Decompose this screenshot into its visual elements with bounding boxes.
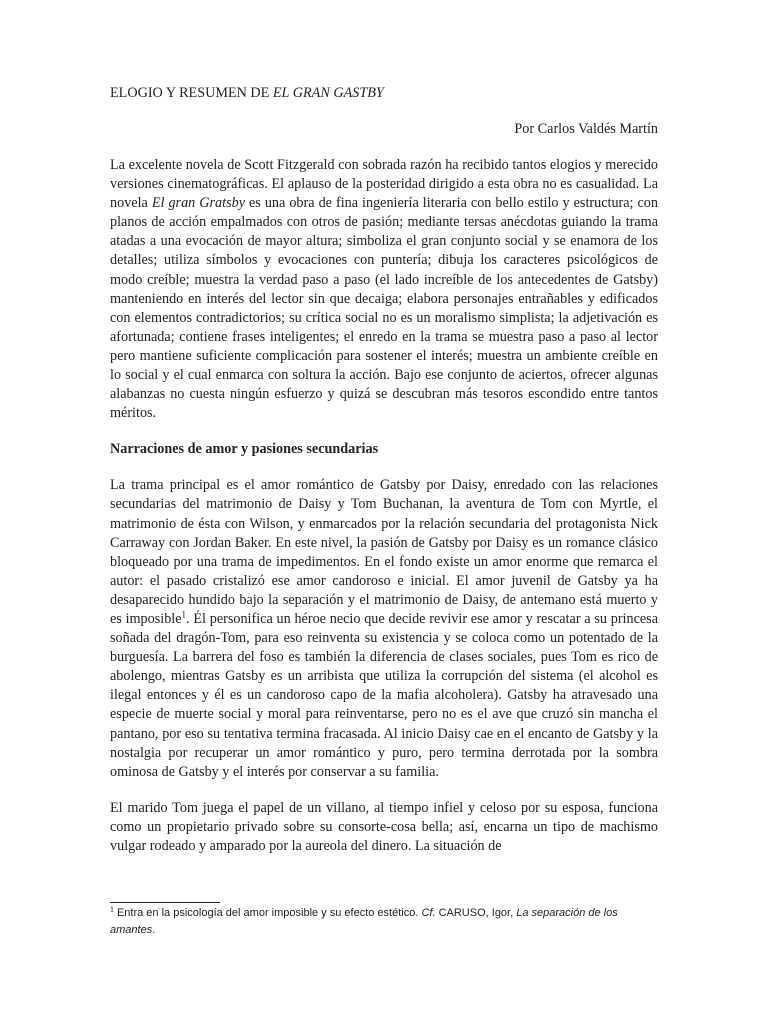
document-title <box>110 84 658 103</box>
footnote-text-c: . <box>152 924 156 936</box>
footnote <box>110 905 658 939</box>
paragraph-2-text-b: . Él personifica un héroe necio que decide revivir ese amor y rescatar a su princesa soñada del dragón-Tom, para eso reinventa su existencia y se coloca como un potentado de la burguesía. La barrera del foso es también la diferencia de clases sociales, pues Tom es rico de abolengo, mientras Gatsby es un arribista que utiliza la corrupción del sistema (el alcohol es ilegal entonces y él es un candoroso capo de la mafia alcoholera). Gatsby ha atravesado una especie de muerte social y moral para reinventarse, pero no es el ave que cruzó sin mancha el pantano, por eso su tentativa termina fracasada. Al inicio Daisy cae en el encanto de Gatsby y la nostalgia por recuperar un amor romántico y puro, pero termina derrotada por la sombra ominosa de Gatsby y el interés por conservar a su familia. <box>110 610 659 780</box>
author-line: Por Carlos Valdés Martín <box>514 121 658 137</box>
title-text: ELOGIO Y RESUMEN DE <box>110 85 273 101</box>
section-heading: Narraciones de amor y pasiones secundarias <box>110 441 379 458</box>
footnote-book-title: La separación de los amantes <box>110 907 618 936</box>
footnote-divider <box>110 902 220 903</box>
paragraph-1 <box>110 156 658 423</box>
document-page <box>110 84 658 856</box>
book-title-italic: El gran Gratsby <box>151 195 245 212</box>
footnote-text-a: Entra en la psicología del amor imposible y su efecto estético. <box>113 907 422 919</box>
paragraph-2-text-a: La trama principal es el amor romántico de Gatsby por Daisy, enredado con las relaciones secundarias del matrimonio de Daisy y Tom Buchanan, la aventura de Tom con Myrtle, el matrimonio de ésta con Wilson, y enmarcados por la relación secundaria del protagonista Nick Carraway con Jordan Baker. En este nivel, la pasión de Gatsby por Daisy es un romance clásico bloqueado por una trama de impedimentos. En el fondo existe un amor enorme que remarca el autor: el pasado cristalizó ese amor candoroso e inicial. El amor juvenil de Gatsby ya ha desaparecido hundido bajo la separación y el matrimonio de Daisy, de antemano está muerto y es imposible <box>110 477 658 627</box>
footnote-reference[interactable]: 1 <box>181 609 187 620</box>
footnote-number: 1 <box>110 906 114 914</box>
paragraph-1-text-a: La excelente novela de Scott Fitzgerald con sobrada razón ha recibido tantos elogios y merecido versiones cinematográficas. El aplauso de la posteridad dirigido a esta obra no es casualidad. La novela <box>110 157 658 212</box>
footnote-cf: Cf. <box>421 907 436 919</box>
footnote-text-b: CARUSO, Igor, <box>435 907 517 919</box>
paragraph-2 <box>110 476 658 782</box>
title-italic: EL GRAN GASTBY <box>272 85 384 101</box>
paragraph-1-text-b: es una obra de fina ingeniería literaria con bello estilo y estructura; con planos de acción empalmados con otros de pasión; mediante tersas anécdotas guiando la trama atadas a una evocación de mayor altura; simboliza el gran conjunto social y se enamora de los detalles; utiliza símbolos y evocaciones con puntería; dibuja los caracteres psicológicos de modo creíble; muestra la verdad paso a paso (el lado increíble de los antecedentes de Gatsby) manteniendo en interés del lector sin que decaiga; elabora personajes entrañables y edificados con elementos contradictorios; su crítica social no es un moralismo simplista; la adjetivación es afortunada; contiene frases inteligentes; el enredo en la trama se muestra paso a paso al lector pero mantiene suficiente complicación para sostener el interés; muestra un ambiente creíble en lo social y el cual enmarca con soltura la acción. Bajo ese conjunto de aciertos, ofrecer algunas alabanzas no cuesta ningún esfuerzo y quizá se descubran más tesoros escondido entre tantos méritos. <box>110 195 658 422</box>
paragraph-3: El marido Tom juega el papel de un villano, al tiempo infiel y celoso por su esposa, funciona como un propietario privado sobre su consorte-cosa bella; así, encarna un tipo de machismo vulgar rodeado y amparado por la aureola del dinero. La situación de <box>110 799 658 854</box>
